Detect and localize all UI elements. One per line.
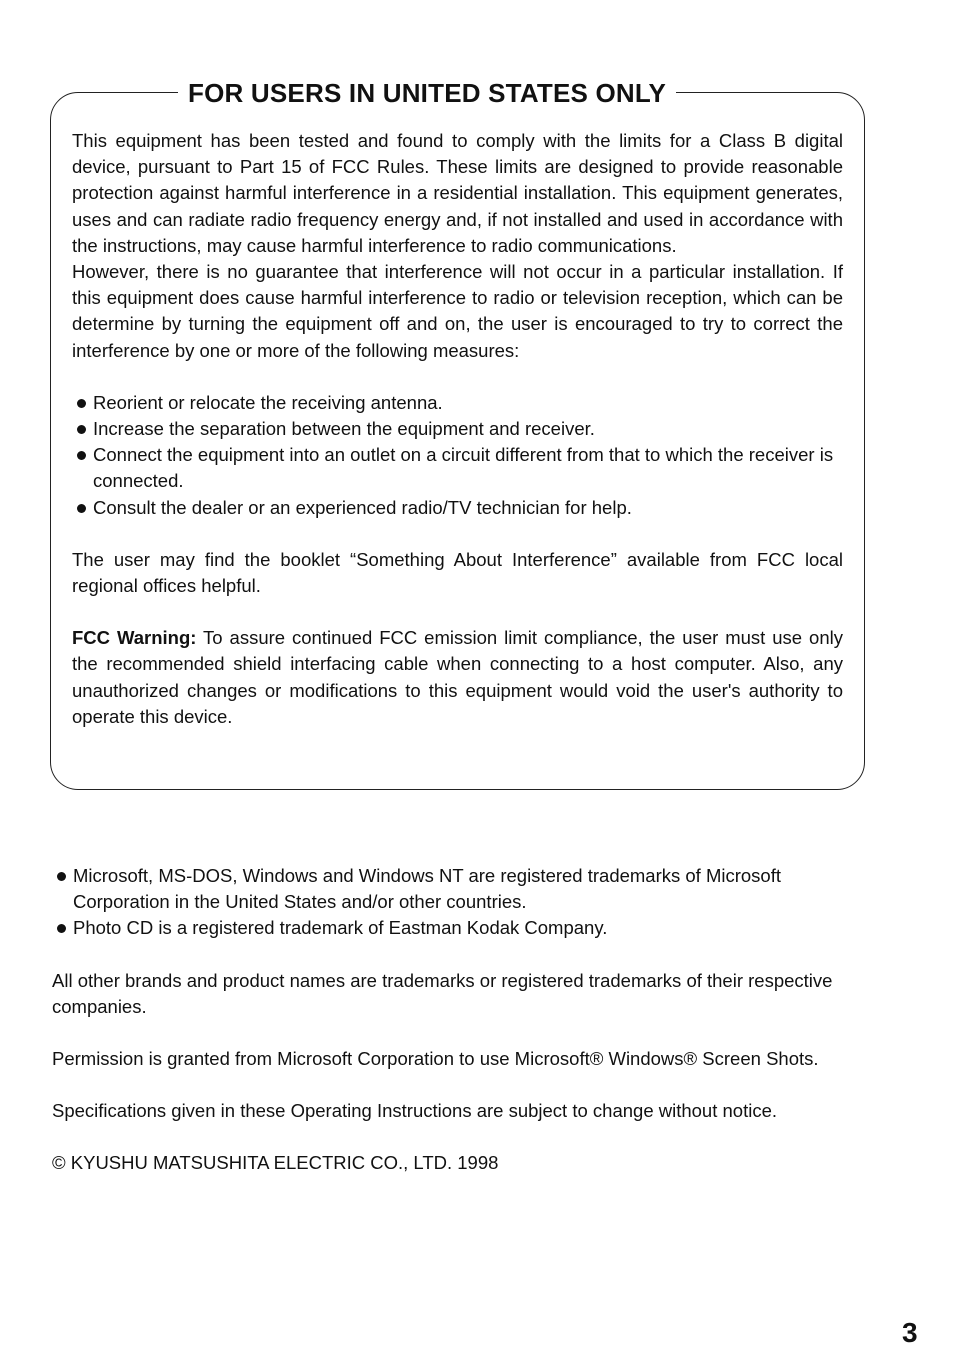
- bullet-icon: [57, 872, 66, 881]
- trademark-list: [52, 863, 862, 942]
- fcc-notice-body: [72, 128, 843, 730]
- fcc-paragraph-compliance: This equipment has been tested and found to comply with the limits for a Class B digital device, pursuant to Part 15 of FCC Rules. These limits are designed to provide reasonable protection against harmful interference in a residential installation. This equipment generates, uses and can radiate radio frequency energy and, if not installed and used in accordance with the instructions, may cause harmful interference to radio communications.: [72, 130, 843, 256]
- spacer: [52, 1072, 862, 1098]
- bullet-icon: [77, 504, 86, 513]
- list-item-text: Microsoft, MS-DOS, Windows and Windows NT are registered trademarks of Microsoft Corporation in the United States and/or other countries.: [73, 865, 782, 913]
- list-item: [72, 495, 843, 521]
- list-item: [72, 390, 843, 416]
- spacer: [52, 1124, 862, 1150]
- other-brands-paragraph: All other brands and product names are trademarks or registered trademarks of their respective companies.: [52, 969, 833, 1017]
- list-item-text: Connect the equipment into an outlet on a circuit different from that to which the receiver is connected.: [93, 444, 834, 492]
- fcc-paragraph-booklet: The user may find the booklet “Something About Interference” available from FCC local regional offices helpful.: [72, 548, 843, 597]
- trademark-section: [52, 863, 862, 1177]
- list-item-text: Consult the dealer or an experienced radio/TV technician for help.: [93, 496, 632, 518]
- spacer: [72, 364, 843, 390]
- fcc-heading: FOR USERS IN UNITED STATES ONLY: [178, 76, 676, 110]
- spacer: [52, 942, 862, 968]
- fcc-measures-list: [72, 390, 843, 521]
- fcc-warning-label: FCC Warning:: [72, 627, 197, 649]
- copyright-line: © KYUSHU MATSUSHITA ELECTRIC CO., LTD. 1998: [52, 1152, 499, 1174]
- spacer: [72, 599, 843, 625]
- bullet-icon: [77, 425, 86, 434]
- page-number: 3: [902, 1317, 918, 1348]
- list-item: [72, 442, 843, 494]
- bullet-icon: [77, 451, 86, 460]
- fcc-warning-text: To assure continued FCC emission limit compliance, the user must use only the recommended shield interfacing cable when connecting to a host computer. Also, any unauthorized changes or modifications to this equipment would void the user's authority to operate this device.: [72, 627, 843, 727]
- permission-paragraph: Permission is granted from Microsoft Corporation to use Microsoft® Windows® Screen Shots.: [52, 1048, 819, 1070]
- spacer: [72, 521, 843, 547]
- list-item: [72, 416, 843, 442]
- list-item: [52, 863, 862, 915]
- list-item-text: Reorient or relocate the receiving antenna.: [93, 391, 443, 413]
- list-item: [52, 915, 862, 941]
- specifications-paragraph: Specifications given in these Operating Instructions are subject to change without notice.: [52, 1100, 778, 1122]
- list-item-text: Increase the separation between the equipment and receiver.: [93, 418, 595, 440]
- bullet-icon: [77, 399, 86, 408]
- fcc-paragraph-guarantee: However, there is no guarantee that interference will not occur in a particular installation. If this equipment does cause harmful interference to radio or television reception, which can be determine by turning the equipment off and on, the user is encouraged to try to correct the interference by one or more of the following measures:: [72, 261, 843, 361]
- bullet-icon: [57, 924, 66, 933]
- spacer: [52, 1020, 862, 1046]
- fcc-warning-paragraph: [72, 625, 843, 730]
- list-item-text: Photo CD is a registered trademark of Eastman Kodak Company.: [73, 917, 608, 939]
